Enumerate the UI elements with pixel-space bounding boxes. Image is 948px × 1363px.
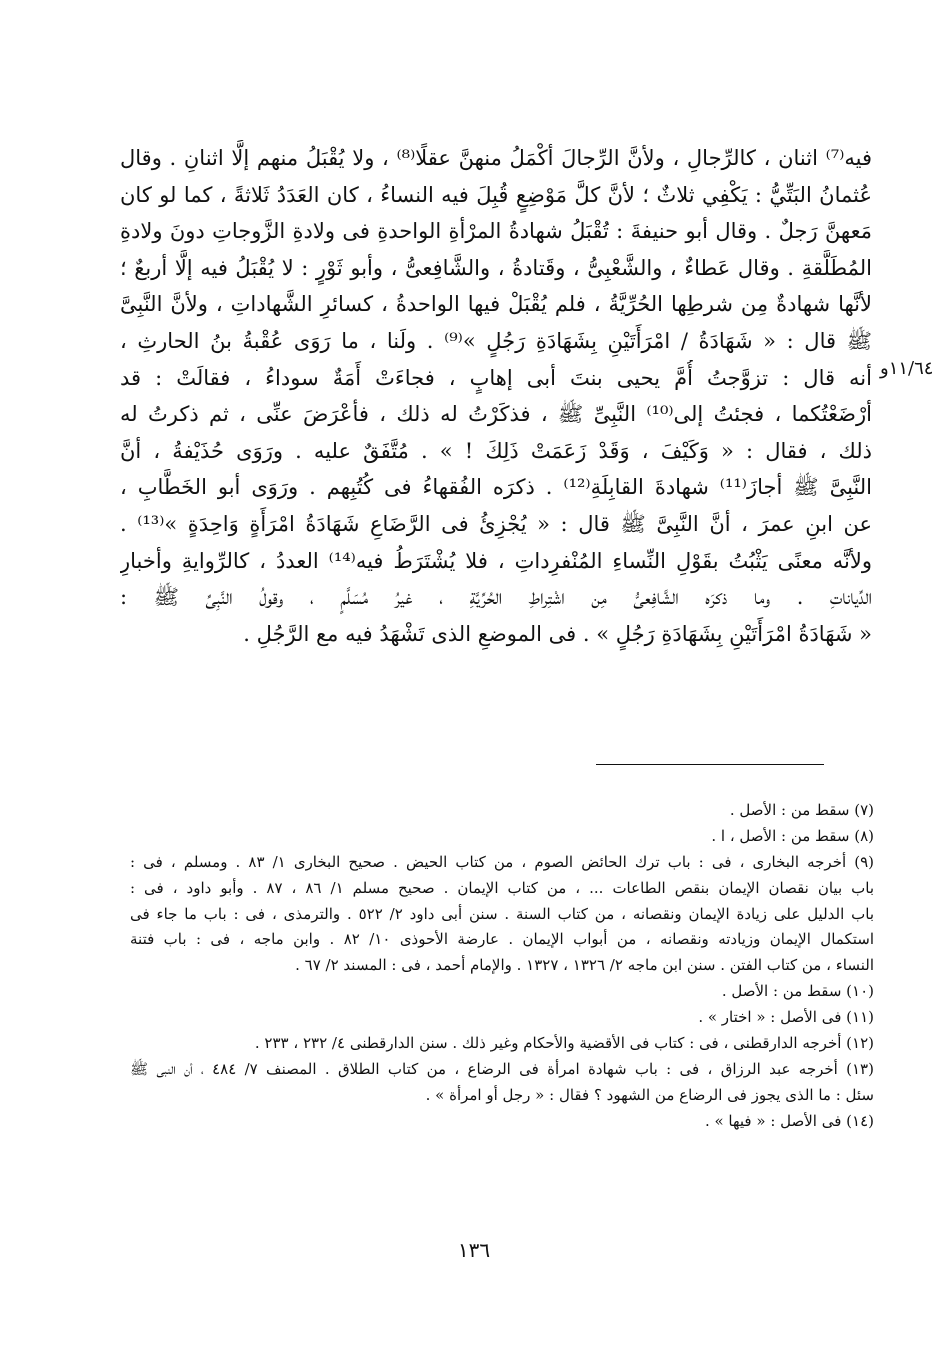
footnote-line: استكمال الإيمان وزيادته ونقصانه ، من أبواب الإيمان . عارضة الأحوذى ١٠/ ٨٢ . وابن ماجه ، فى : باب فتنة: [130, 930, 874, 949]
text-line: فيه⁽⁷⁾ اثنان ، كالرِّجالِ ، ولأنَّ الرِّجالَ أكْمَلُ منهنَّ عقلًا⁽⁸⁾ ، ولا يُقْبَلُ منهم إلَّا اثنانِ . وقال: [120, 146, 872, 170]
text-line: ولأنَّه معنًى يَثْبُتُ بقَوْلِ النِّساءِ المُنْفرِداتِ ، فلا يُشْتَرَطُ فيه⁽¹⁴⁾ العددُ ، كالرِّوايةِ وأخبارِ: [120, 548, 872, 573]
text-line: النَّبِىَّ ﷺ أجازَ⁽¹¹⁾ شهادةَ القابِلَةِ⁽¹²⁾ . ذكرَه الفُقهاءُ فى كُتُبِهم . ورَوَى أبو الخَطَّابِ ،: [120, 475, 872, 500]
footnote-line: النساء ، من كتاب الفتن . سنن ابن ماجه ٢/ ١٣٢٦ ، ١٣٢٧ . والإمام أحمد ، فى : المسند ٢/ ٦٧ .: [295, 956, 874, 975]
footnote-line: (١٢) أخرجه الدارقطنى ، فى : كتاب فى الأقضية والأحكام وغير ذلك . سنن الدارقطنى ٤/ ٢٣٢ ، ٢٣٣ .: [254, 1034, 874, 1053]
footnote-line: (١٠) سقط من : الأصل .: [721, 982, 874, 1001]
footnote-line: باب بيان نقصان الإيمان بنقص الطاعات ... ، من كتاب الإيمان . صحيح مسلم ١/ ٨٦ ، ٨٧ . وأبو داود ، فى :: [130, 878, 874, 897]
text-line: لأنَّها شهادةٌ مِن شرطِها الحُرِّيَّةُ ، فلم يُقْبَلْ فيها الواحدةُ ، كسائرِ الشَّهاداتِ ، ولأنَّ النَّبِىَّ: [120, 292, 872, 317]
footnote-line: (١٣) أخرجه عبد الرزاق ، فى : باب شهادة امرأة فى الرضاع ، من كتاب الطلاق . المصنف ٧/ ٤٨٤ ، أن النبى ﷺ: [130, 1059, 874, 1078]
text-line: أرْضَعْتُكما ، فجئتُ إلى⁽¹⁰⁾ النَّبِىِّ ﷺ ، فذكَرْتُ له ذلك ، فأعْرَضَ عنِّى ، ثم ذكرتُ له: [120, 402, 872, 427]
footnote-separator: [596, 764, 824, 765]
footnote-line: سئل : ما الذى يجوز فى الرضاع من الشهود ؟ فقال : « رجل أو امرأة » .: [425, 1085, 874, 1104]
footnote-line: (٧) سقط من : الأصل .: [729, 801, 874, 819]
footnote-line: (١٤) فى الأصل : « فيها » .: [704, 1111, 874, 1130]
footnote-line: (١١) فى الأصل : « اختار » .: [698, 1008, 874, 1027]
text-line: « شَهَادَةُ امْرَأَتَيْنِ بِشَهَادَةِ رَجُلٍ » . فى الموضعِ الذى تَشْهَدُ فيه مع الرَّجُلِ .: [243, 621, 872, 646]
text-line: عُثمانُ البَتِّيُّ : يَكْفِي ثلاثٌ ؛ لأنَّ كلَّ مَوْضِعٍ قُبِلَ فيه النساءُ ، كان العَدَدُ ثَلاثةً ، كما لو كان: [120, 182, 872, 207]
footnotes: [130, 798, 874, 1135]
page-number: ١٣٦: [457, 1238, 491, 1262]
text-line: ﷺ قال : « شَهَادَةُ / امْرَأَتَيْنِ بِشَهَادَةِ رَجُلٍ »⁽⁹⁾ . ولَنا ، ما رَوَى عُقْبةُ بنُ الحارثِ ،: [120, 328, 872, 353]
text-line: ذلك ، فقال : « وَكَيْفَ ، وَقَدْ زَعَمَتْ ذَلِكَ ! » . مُتَّفَقٌ عليه . ورَوَى حُذَيْفةُ ، أنَّ: [120, 438, 872, 463]
text-line: المُطَلَّقةِ . وقال عَطاءٌ ، والشَّعْبِىُّ ، وقَتادةُ ، والشَّافِعىُّ ، وأبو ثَوْرٍ : لا يُقْبَلُ فيه إلَّا أربعٌ ؛: [120, 255, 872, 280]
main-text: [120, 140, 872, 652]
text-line: عن ابنِ عمرَ ، أنَّ النَّبِىَّ ﷺ قال : « يُجْزِئُ فى الرَّضَاعِ شَهَادَةُ امْرَأَةٍ وَاحِدَةٍ »⁽¹³⁾ .: [120, 511, 872, 536]
text-line: أنه قال : تزوَّجتُ أُمَّ يحيى بنتَ أبى إهابٍ ، فجاءَتْ أَمَةٌ سوداءُ ، فقالَتْ : قد: [120, 365, 872, 390]
footnote-line: باب الدليل على زيادة الإيمان ونقصانه ، من كتاب السنة . سنن أبى داود ٢/ ٥٢٢ . والترمذى ، فى : باب ما جاء فى: [130, 904, 874, 923]
text-line: مَعهنَّ رَجلٌ . وقال أبو حنيفةَ : تُقْبَلُ شهادةُ المرْأةِ الواحدةِ فى ولادةِ الزَّوجاتِ دونَ ولادةِ: [120, 219, 872, 244]
footnote-line: (٨) سقط من : الأصل ، ا .: [711, 826, 874, 845]
text-line: الدِّياناتِ . وما ذكرَه الشَّافِعىُّ مِن اشْتِراطِ الحُرِّيَّةِ ، غيرُ مُسَلَّمٍ ، وقولُ النَّبِىِّ ﷺ :: [120, 585, 872, 610]
footnote-line: (٩) أخرجه البخارى ، فى : باب ترك الحائض الصوم ، من كتاب الحيض . صحيح البخارى ١/ ٨٣ . ومسلم ، فى :: [130, 852, 874, 871]
manuscript-folio-marker: ١١/٦٤و: [880, 358, 934, 379]
